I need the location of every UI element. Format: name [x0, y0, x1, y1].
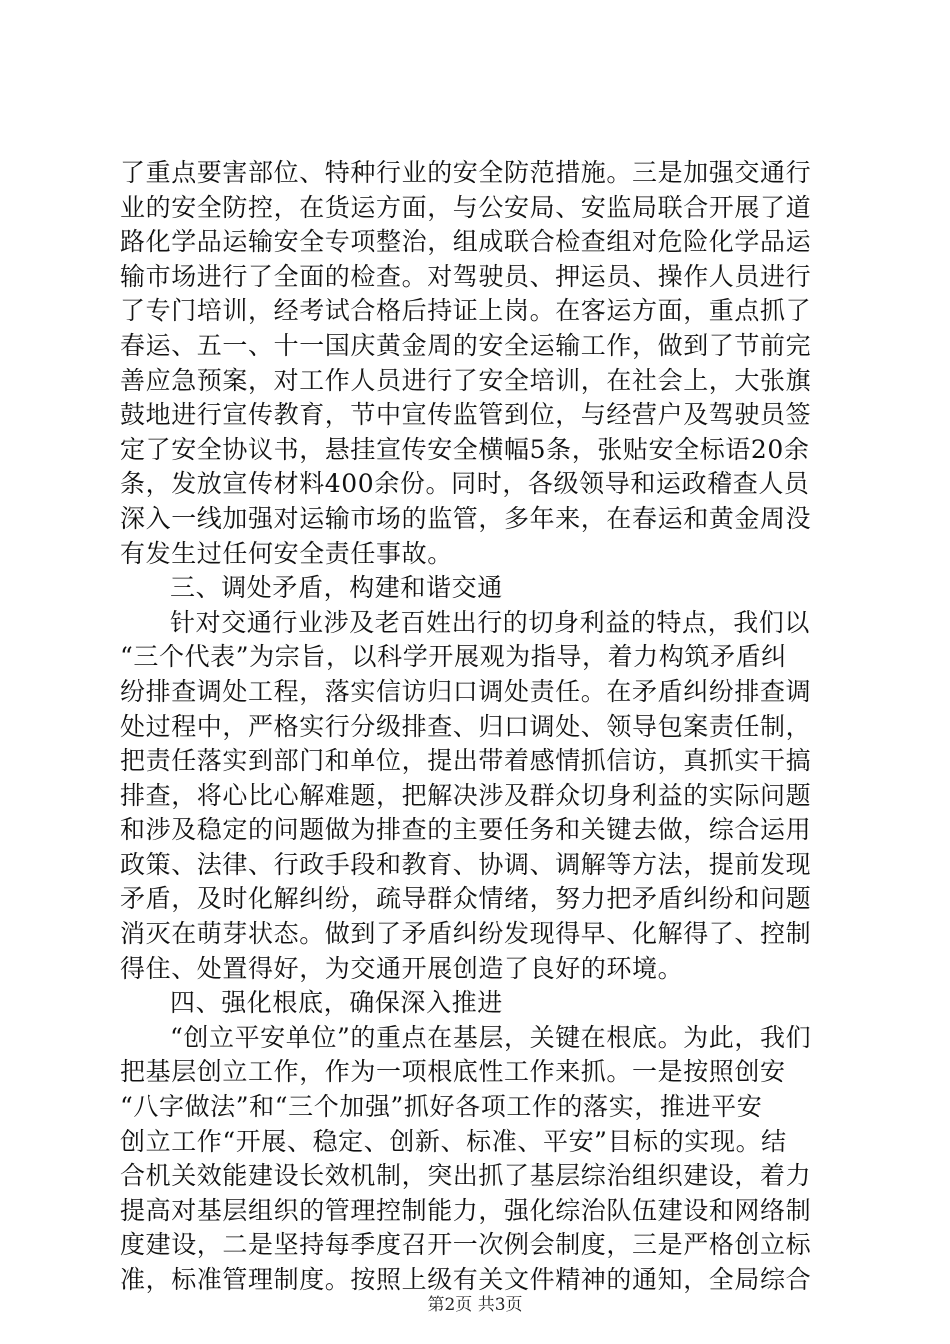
text-line: 得住、处置得好，为交通开展创造了良好的环境。 [120, 953, 684, 983]
text-line: 条，发放宣传材料400余份。同时，各级领导和运政稽查人员 [120, 469, 810, 499]
text-line: 创立工作“开展、稳定、创新、标准、平安”目标的实现。结 [120, 1126, 787, 1156]
text-line: 把基层创立工作，作为一项根底性工作来抓。一是按照创安 [120, 1057, 786, 1087]
text-line: 善应急预案，对工作人员进行了安全培训，在社会上，大张旗 [120, 365, 812, 395]
text-line: 排查，将心比心解难题，把解决涉及群众切身利益的实际问题 [120, 780, 812, 810]
text-line: 合机关效能建设长效机制，突出抓了基层综治组织建设，着力 [120, 1161, 812, 1191]
text-line: 消灭在萌芽状态。做到了矛盾纠纷发现得早、化解得了、控制 [120, 919, 812, 949]
text-line: 度建设，二是坚持每季度召开一次例会制度，三是严格创立标 [120, 1230, 812, 1260]
section-heading: 四、强化根底，确保深入推进 [170, 988, 503, 1018]
text-line: 准，标准管理制度。按照上级有关文件精神的通知，全局综合 [120, 1265, 812, 1294]
text-line: “三个代表”为宗旨，以科学开展观为指导，着力构筑矛盾纠 [120, 642, 787, 672]
text-line: 把责任落实到部门和单位，提出带着感情抓信访，真抓实干搞 [120, 746, 812, 776]
text-line: 处过程中，严格实行分级排查、归口调处、领导包案责任制， [120, 711, 812, 741]
text-line: 业的安全防控，在货运方面，与公安局、安监局联合开展了道 [120, 192, 812, 222]
text-line: “八字做法”和“三个加强”抓好各项工作的落实，推进平安 [120, 1092, 763, 1122]
text-line: 提高对基层组织的管理控制能力，强化综治队伍建设和网络制 [120, 1195, 812, 1225]
text-line: 针对交通行业涉及老百姓出行的切身利益的特点，我们以 [170, 607, 811, 637]
text-line: 鼓地进行宣传教育，节中宣传监管到位，与经营户及驾驶员签 [120, 400, 812, 430]
text-line: 矛盾，及时化解纠纷，疏导群众情绪，努力把矛盾纠纷和问题 [120, 884, 812, 914]
text-line: 有发生过任何安全责任事故。 [120, 538, 453, 568]
text-line: 了重点要害部位、特种行业的安全防范措施。三是加强交通行 [120, 158, 812, 187]
body-text [120, 156, 832, 1298]
text-line: 了专门培训，经考试合格后持证上岗。在客运方面，重点抓了 [120, 296, 812, 326]
text-line: 输市场进行了全面的检查。对驾驶员、押运员、操作人员进行 [120, 261, 812, 291]
section-heading: 三、调处矛盾，构建和谐交通 [170, 573, 503, 603]
text-line: 和涉及稳定的问题做为排查的主要任务和关键去做，综合运用 [120, 815, 812, 845]
text-line: 定了安全协议书，悬挂宣传安全横幅5条，张贴安全标语20余 [120, 434, 810, 464]
text-line: 纷排查调处工程，落实信访归口调处责任。在矛盾纠纷排查调 [120, 676, 812, 706]
page-footer: 第2页 共3页 [427, 1295, 523, 1315]
text-line: 春运、五一、十一国庆黄金周的安全运输工作，做到了节前完 [120, 330, 812, 360]
text-line: 深入一线加强对运输市场的监管，多年来，在春运和黄金周没 [120, 503, 812, 533]
text-line: 路化学品运输安全专项整治，组成联合检查组对危险化学品运 [120, 227, 812, 257]
text-line: “创立平安单位”的重点在基层，关键在根底。为此，我们 [170, 1022, 812, 1052]
text-line: 政策、法律、行政手段和教育、协调、调解等方法，提前发现 [120, 849, 812, 879]
